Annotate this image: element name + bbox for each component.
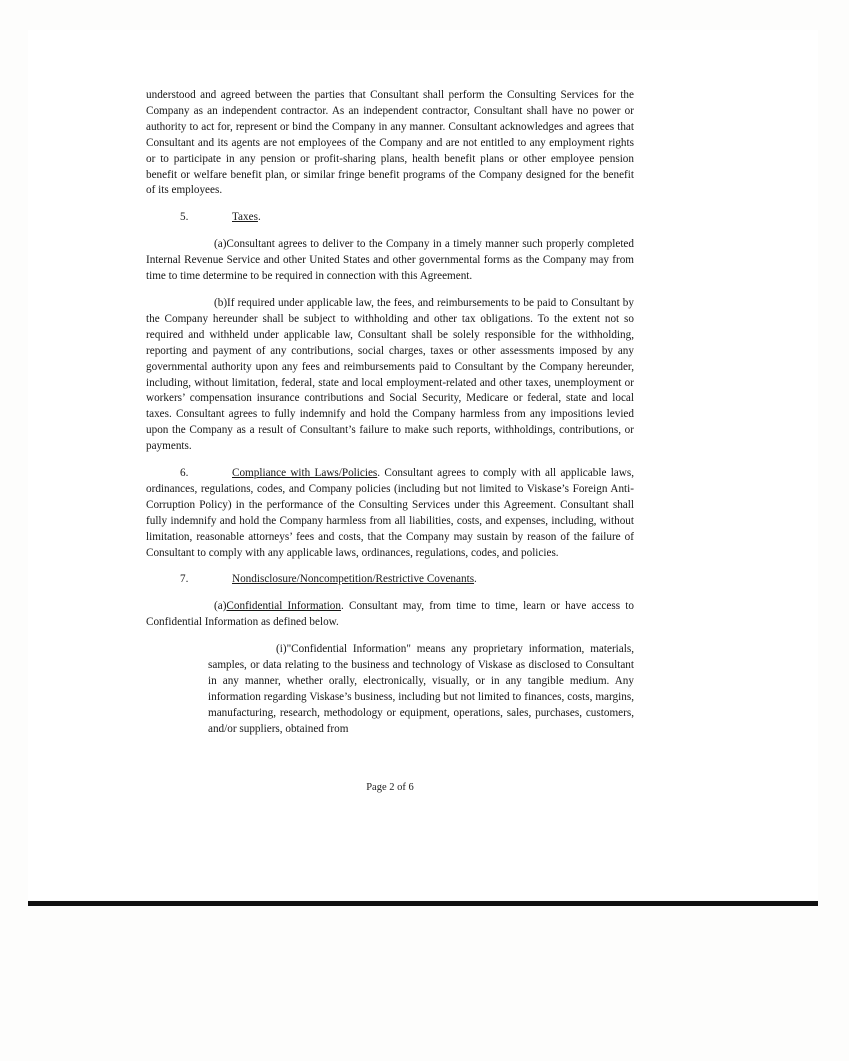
section-7-item-a-label: (a) [214, 600, 227, 613]
page-number-label: Page 2 of 6 [366, 782, 414, 793]
section-5-item-a [146, 237, 634, 285]
section-7-title-suffix: . [474, 573, 477, 586]
section-7-item-a-i-label: (i) [276, 643, 287, 656]
section-5-item-a-text: Consultant agrees to deliver to the Company in a timely manner such properly completed Internal Revenue Service and other United States and other governmental forms as the Company may from time to time determine to be required in connection with this Agreement. [146, 238, 634, 283]
section-7-heading [180, 572, 634, 588]
section-5-item-b-text: If required under applicable law, the fees, and reimbursements to be paid to Consultant by the Company hereunder shall be subject to withholding and other tax obligations. To the extent not so required and withheld under applicable law, Consultant shall be solely responsible for the withholding, reporting and payment of any contributions, social charges, taxes or other assessments imposed by any governmental authority upon any fees and reimbursements paid to Consultant by the Company hereunder, including, without limitation, federal, state and local employment-related and other taxes, unemployment or workers’ compensation insurance contributions and Social Security, Medicare or federal, state and local taxes. Consultant agrees to fully indemnify and hold the Company harmless from any impositions levied upon the Company as a result of Consultant’s failure to make such reports, withholdings, contributions, or payments. [146, 296, 634, 453]
section-7-item-a-title: Confidential Information [226, 600, 341, 613]
document-body [146, 88, 634, 749]
section-7-item-a-i [208, 642, 634, 737]
section-5-item-b-label: (b) [214, 296, 228, 309]
section-6-number: 6. [180, 467, 189, 480]
section-7-number: 7. [180, 573, 189, 586]
scan-bottom-edge [28, 901, 818, 906]
section-7-item-a-text: . Consultant may, from time to time, learn or have access to Confidential Information as defined below. [146, 600, 634, 629]
section-7-item-a-i-text: "Confidential Information" means any proprietary information, materials, samples, or data relating to the business and technology of Viskase as disclosed to Consultant in any manner, whether orally, electronically, visually, or in any tangible medium. Any information regarding Viskase’s business, including but not limited to finances, costs, margins, manufacturing, research, methodology or equipment, operations, sales, purchases, customers, and/or suppliers, obtained from [208, 643, 634, 735]
section-5-title-suffix: . [257, 211, 261, 224]
section-7-item-a [146, 599, 634, 631]
section-6 [146, 466, 634, 561]
section-5-item-b [146, 296, 634, 455]
section-6-title: Compliance with Laws/Policies [232, 467, 378, 480]
page-footer [146, 782, 634, 793]
section-6-text: . Consultant agrees to comply with all applicable laws, ordinances, regulations, codes, and Company policies (including but not limited to Viskase’s Foreign Anti-Corruption Policy) in the performance of the Consulting Services under this Agreement. Consultant shall fully indemnify and hold the Company harmless from all liabilities, costs, and expenses, including, without limitation, reasonable attorneys’ fees and costs, that the Company may sustain by reason of the failure of Consultant to comply with any applicable laws, ordinances, regulations, codes, and policies. [146, 467, 634, 559]
section-5-item-a-label: (a) [214, 238, 227, 251]
section-5-heading [180, 210, 634, 226]
section-5-title: Taxes [232, 211, 258, 224]
paragraph-continued: understood and agreed between the parties that Consultant shall perform the Consulting Services for the Company as an independent contractor. As an independent contractor, Consultant shall have no power or authority to act for, represent or bind the Company in any manner. Consultant acknowledges and agrees that Consultant and its agents are not employees of the Company and are not entitled to any employment rights or to participate in any pension or profit-sharing plans, health benefit plans or other employee pension benefit or welfare benefit plan, or similar fringe benefit programs of the Company designed for the benefit of its employees. [146, 89, 634, 197]
section-5-number: 5. [180, 211, 189, 224]
section-7-title: Nondisclosure/Noncompetition/Restrictive Covenants [232, 573, 475, 586]
